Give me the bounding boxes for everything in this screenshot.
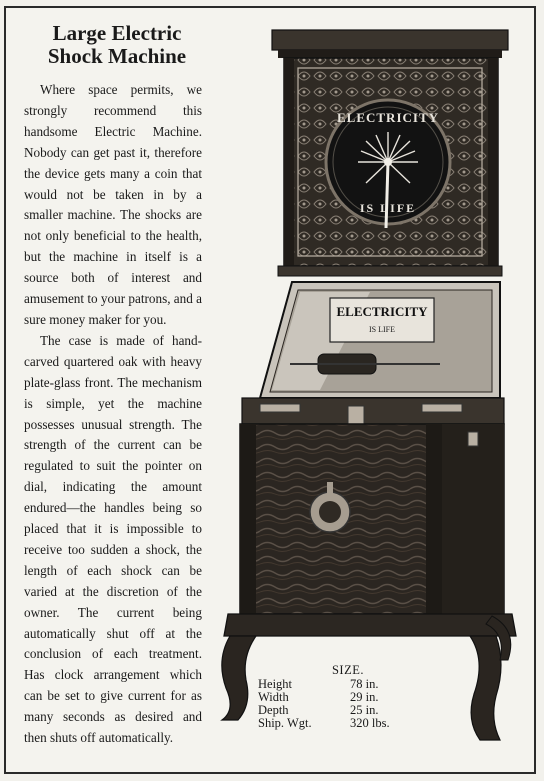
paragraph-intro: Where space permits, we strongly recommend this handsome Electric Machine. Nobody can get past it, therefore the device gets many a coin that would not be taken in by a smaller machine. The shocks are not only beneficial to the health, but the machine in itself is a source both of interest and amusement to your patrons, and a sure money maker for you. — [24, 82, 202, 327]
middle-ledge — [278, 266, 502, 276]
size-table — [258, 664, 408, 730]
description-text — [24, 80, 202, 749]
size-value: 320 lbs. — [350, 716, 390, 730]
cabinet-base — [224, 614, 516, 636]
size-label: Height — [258, 677, 293, 691]
plate-subtitle: IS LIFE — [369, 325, 395, 334]
size-value: 29 in. — [350, 690, 379, 704]
dial-label-bottom: IS LIFE — [359, 201, 417, 215]
shock-machine-illustration — [200, 20, 522, 760]
dial-label-top: ELECTRICITY — [336, 110, 440, 125]
size-value: 25 in. — [350, 703, 379, 717]
size-row-ship-weight — [258, 717, 408, 730]
dial-pointer — [386, 162, 388, 228]
title-line-2: Shock Machine — [47, 44, 187, 68]
paragraph-details: The case is made of hand-carved quartered oak with heavy plate-glass front. The mechanism is simple, yet the machine possesses unusual strength. The strength of the current can be regulated to suit the pointer on dial, indicating the amount endured—the handles being so placed that it is impossible to receive too sudden a shock, the length of each shock can be varied at the discretion of the owner. The current being automatically shut off at the conclusion of each treatment. Has clock arrangement which can be set to give current for as many seconds as desired and then shuts off automatically. — [24, 332, 202, 746]
right-leg — [470, 636, 501, 740]
cabinet-crown — [272, 30, 508, 50]
size-value: 78 in. — [350, 677, 379, 691]
size-label: Depth — [258, 703, 289, 717]
size-label: Ship. Wgt. — [258, 716, 312, 730]
page-title — [22, 22, 212, 68]
title-line-1: Large Electric — [52, 21, 182, 45]
left-leg — [222, 636, 256, 720]
size-heading: SIZE. — [331, 663, 364, 677]
plate-title: ELECTRICITY — [336, 304, 428, 319]
size-label: Width — [258, 690, 289, 704]
